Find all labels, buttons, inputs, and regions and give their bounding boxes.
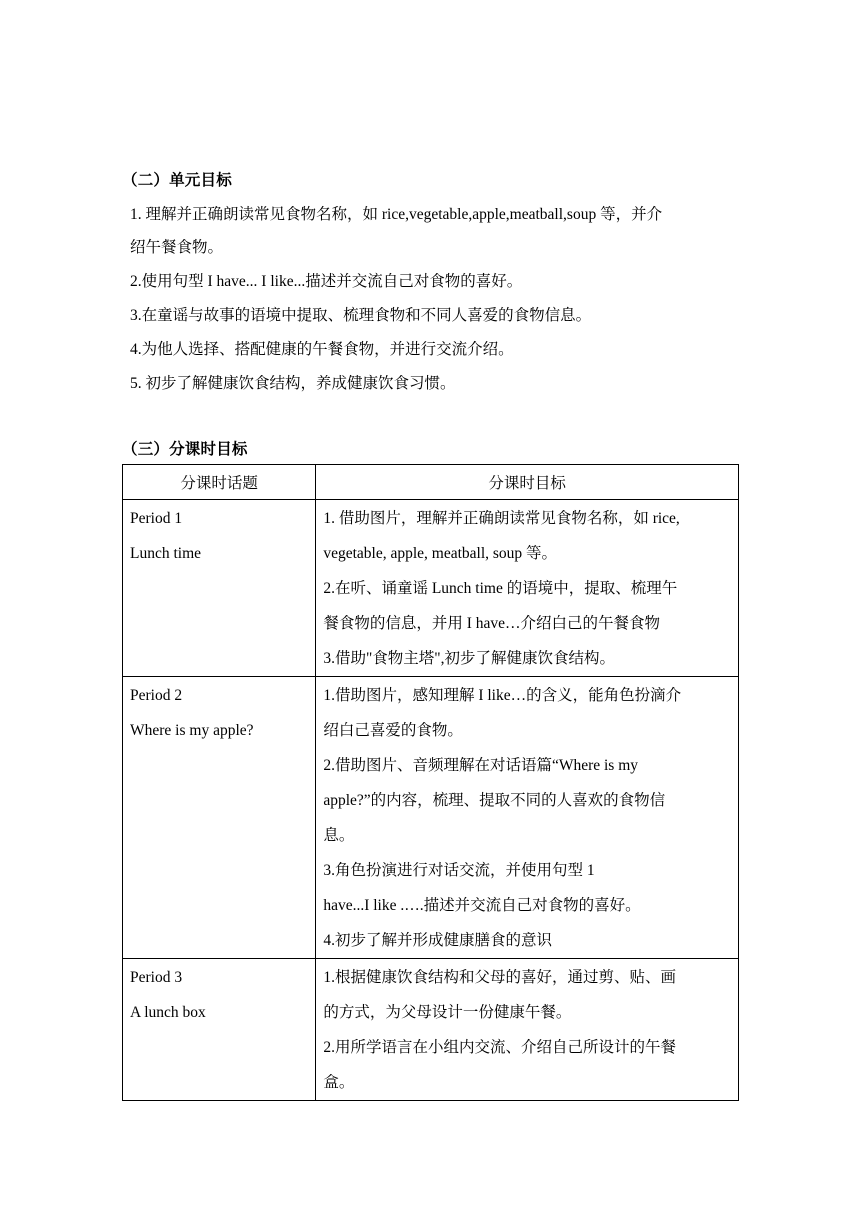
goal-line: 1. 借助图片，理解并正确朗读常见食物名称，如 rice, [323,510,680,527]
goal-line: 4.初步了解并形成健康膳食的意识 [323,932,552,949]
goal-line: 盒。 [323,1074,355,1091]
goal-line: 息。 [323,827,355,844]
goal-line: 1.借助图片，感知理解 I like…的含义，能角色扮滴介 [323,687,682,704]
table-header-row [123,465,739,500]
period-label: Period 3 [130,969,183,986]
section-heading-unit-goals: （二）单元目标 [122,171,232,189]
goal-line: 1.根据健康饮食结构和父母的喜好，通过剪、贴、画 [323,969,676,986]
goal-line: have...I like .….描述并交流自己对食物的喜好。 [323,897,641,914]
period-goals-cell [316,677,739,959]
goal-line: 餐食物的信息，并用 I have…介绍白己的午餐食物 [323,615,660,632]
period-topic-cell [123,500,316,677]
period-topic-cell [123,677,316,959]
section-heading-period-goals: （三）分课时目标 [122,440,248,458]
period-topic-cell [123,959,316,1101]
goal-line: vegetable, apple, meatball, soup 等。 [323,545,558,562]
header-topic: 分课时话题 [123,465,316,500]
unit-goal-line: 3.在童谣与故事的语境中提取、梳理食物和不同人喜爱的食物信息。 [130,307,592,324]
unit-goal-line: 5. 初步了解健康饮食结构，养成健康饮食习惯。 [130,375,456,392]
period-title: Lunch time [130,545,202,562]
goal-line: 2.用所学语言在小组内交流、介绍自己所设计的午餐 [323,1039,676,1056]
period-title: A lunch box [130,1004,206,1021]
table-row [123,959,739,1101]
unit-goal-line: 2.使用句型 I have... I like...描述并交流自己对食物的喜好。 [130,273,523,290]
unit-goal-line: 1. 理解并正确朗读常见食物名称，如 rice,vegetable,apple,meatball,soup 等，并介 [130,206,663,223]
table-row [123,677,739,959]
period-goals-table [122,464,739,1101]
goal-line: apple?”的内容，梳理、提取不同的人喜欢的食物信 [323,792,666,809]
goal-line: 3.借助"食物主塔",初步了解健康饮食结构。 [323,650,615,667]
goal-line: 2.在听、诵童谣 Lunch time 的语境中，提取、梳理午 [323,580,678,597]
unit-goal-line: 4.为他人选择、搭配健康的午餐食物，并进行交流介绍。 [130,341,514,358]
period-goals-cell [316,959,739,1101]
goal-line: 的方式，为父母设计一份健康午餐。 [323,1004,572,1021]
unit-goal-line: 绍午餐食物。 [130,239,224,256]
table-row [123,500,739,677]
period-label: Period 2 [130,687,183,704]
goal-line: 3.角色扮演进行对话交流，并使用句型 1 [323,862,595,879]
period-label: Period 1 [130,510,183,527]
period-title: Where is my apple? [130,722,254,739]
goal-line: 2.借助图片、音频理解在对话语篇“Where is my [323,757,639,774]
period-goals-cell [316,500,739,677]
goal-line: 绍白己喜爱的食物。 [323,722,463,739]
header-goals: 分课时目标 [316,465,739,500]
